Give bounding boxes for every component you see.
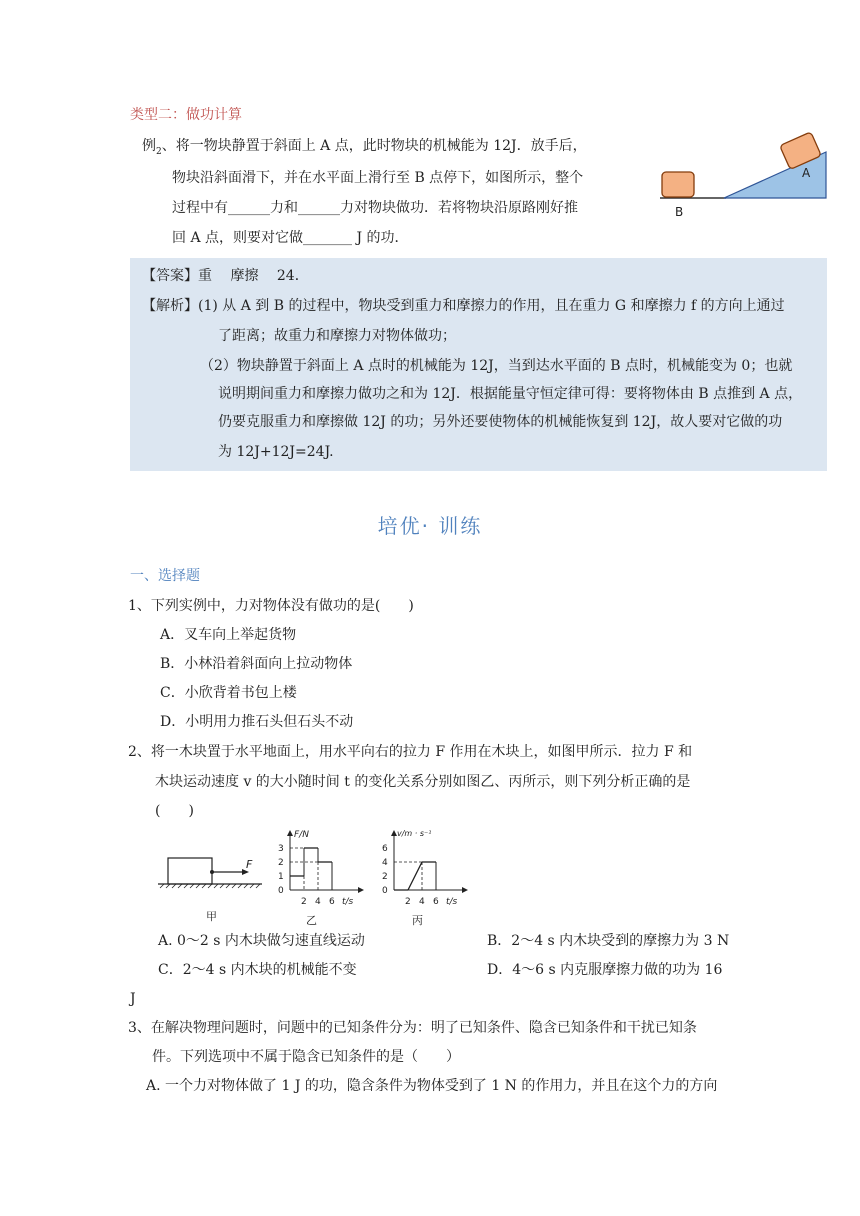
bing-ylabel: v/m · s⁻¹ bbox=[397, 829, 432, 838]
yi-xtick-6: 6 bbox=[329, 897, 335, 907]
wood-block bbox=[168, 858, 212, 884]
q1-option-b: B．小林沿着斜面向上拉动物体 bbox=[160, 656, 353, 672]
analysis-line-1: (1) 从 A 到 B 的过程中，物块受到重力和摩擦力的作用，且在重力 G 和摩擦力 f 的方向上通过 bbox=[198, 298, 785, 314]
caption-yi: 乙 bbox=[306, 914, 317, 927]
example-line-3: 过程中有______力和______力对物块做功．若将物块沿原路刚好推 bbox=[172, 200, 578, 216]
analysis-row-1 bbox=[142, 296, 785, 316]
q3-option-a: A. 一个力对物体做了 1 J 的功，隐含条件为物体受到了 1 N 的作用力，并且在这个力的方向 bbox=[146, 1078, 718, 1094]
q2-option-d: D．4～6 s 内克服摩擦力做的功为 16 bbox=[487, 962, 723, 978]
analysis-line-6: 为 12J+12J=24J. bbox=[218, 444, 334, 460]
example-line-2: 物块沿斜面滑下，并在水平面上滑行至 B 点停下，如图所示，整个 bbox=[172, 170, 584, 186]
q3-stem-2: 件。下列选项中不属于隐含已知条件的是（ ） bbox=[152, 1049, 460, 1065]
label-a: A bbox=[802, 166, 811, 180]
q2-option-a: A. 0～2 s 内木块做匀速直线运动 bbox=[158, 933, 365, 949]
bing-xtick-4: 4 bbox=[419, 897, 425, 907]
block-b bbox=[662, 172, 694, 197]
q1-option-a: A．叉车向上举起货物 bbox=[160, 627, 297, 643]
q2-option-c: C．2～4 s 内木块的机械能不变 bbox=[158, 962, 357, 978]
yi-ytick-3: 3 bbox=[278, 844, 284, 854]
q2-stem-1: 2、将一木块置于水平地面上，用水平向右的拉力 F 作用在木块上，如图甲所示．拉力 F 和 bbox=[128, 744, 693, 760]
bing-xtick-2: 2 bbox=[405, 897, 411, 907]
q2-option-d-wrap: J bbox=[130, 991, 136, 1007]
yi-xtick-4: 4 bbox=[315, 897, 321, 907]
incline-figure bbox=[656, 132, 831, 222]
q2-stem-2: 木块运动速度 v 的大小随时间 t 的变化关系分别如图乙、丙所示，则下列分析正确的是 bbox=[155, 774, 691, 790]
yi-ytick-0: 0 bbox=[278, 886, 284, 896]
q2-stem-3: ( ) bbox=[155, 803, 194, 819]
q2-option-b: B．2～4 s 内木块受到的摩擦力为 3 N bbox=[487, 933, 730, 949]
example-label-text: 例 bbox=[142, 138, 156, 154]
q3-stem-1: 3、在解决物理问题时，问题中的已知条件分为：明了已知条件、隐含已知条件和干扰已知条 bbox=[128, 1020, 697, 1036]
figure-bing bbox=[380, 828, 472, 928]
answer-line: 【答案】重 摩擦 24． bbox=[142, 268, 309, 284]
yi-ytick-1: 1 bbox=[278, 872, 284, 882]
analysis-line-3: （2）物块静置于斜面上 A 点时的机械能为 12J，当到达水平面的 B 点时，机械能变为 0；也就 bbox=[200, 358, 793, 374]
yi-xtick-2: 2 bbox=[301, 897, 307, 907]
analysis-line-2: 了距离；故重力和摩擦力对物体做功； bbox=[218, 328, 456, 344]
analysis-line-5: 仍要克服重力和摩擦做 12J 的功；另外还要使物体的机械能恢复到 12J，故人要对它做的功 bbox=[218, 414, 783, 430]
analysis-line-4: 说明期间重力和摩擦力做功之和为 12J．根据能量守恒定律可得：要将物体由 B 点推到 A 点， bbox=[218, 386, 803, 402]
q1-stem: 1、下列实例中，力对物体没有做功的是( ) bbox=[128, 598, 414, 614]
label-b: B bbox=[675, 205, 684, 219]
part-heading: 一、选择题 bbox=[130, 568, 200, 584]
figure-yi bbox=[276, 828, 368, 928]
yi-xlabel: t/s bbox=[342, 897, 354, 907]
bing-ytick-0: 0 bbox=[382, 886, 388, 896]
section-heading-type2: 类型二：做功计算 bbox=[130, 107, 242, 123]
yi-ytick-2: 2 bbox=[278, 858, 284, 868]
q1-option-c: C．小欣背着书包上楼 bbox=[160, 685, 297, 701]
bing-xtick-6: 6 bbox=[433, 897, 439, 907]
example-sub: 2 bbox=[156, 146, 162, 157]
bing-ytick-4: 4 bbox=[382, 858, 388, 868]
example-label bbox=[142, 136, 587, 162]
yi-ylabel: F/N bbox=[294, 830, 309, 840]
bing-xlabel: t/s bbox=[446, 897, 458, 907]
caption-jia: 甲 bbox=[206, 910, 217, 923]
bing-ytick-6: 6 bbox=[382, 844, 388, 854]
q1-option-d: D．小明用力推石头但石头不动 bbox=[160, 714, 354, 730]
example-line-1: 、将一物块静置于斜面上 A 点，此时物块的机械能为 12J．放手后， bbox=[161, 138, 587, 154]
section-title: 培优· 训练 bbox=[377, 514, 483, 538]
bing-ytick-2: 2 bbox=[382, 872, 388, 882]
example-line-4: 回 A 点，则要对它做_______ J 的功． bbox=[172, 230, 409, 246]
force-label: F bbox=[246, 858, 253, 871]
figure-jia bbox=[156, 850, 266, 928]
caption-bing: 丙 bbox=[412, 914, 423, 927]
analysis-label: 【解析】 bbox=[142, 298, 198, 314]
